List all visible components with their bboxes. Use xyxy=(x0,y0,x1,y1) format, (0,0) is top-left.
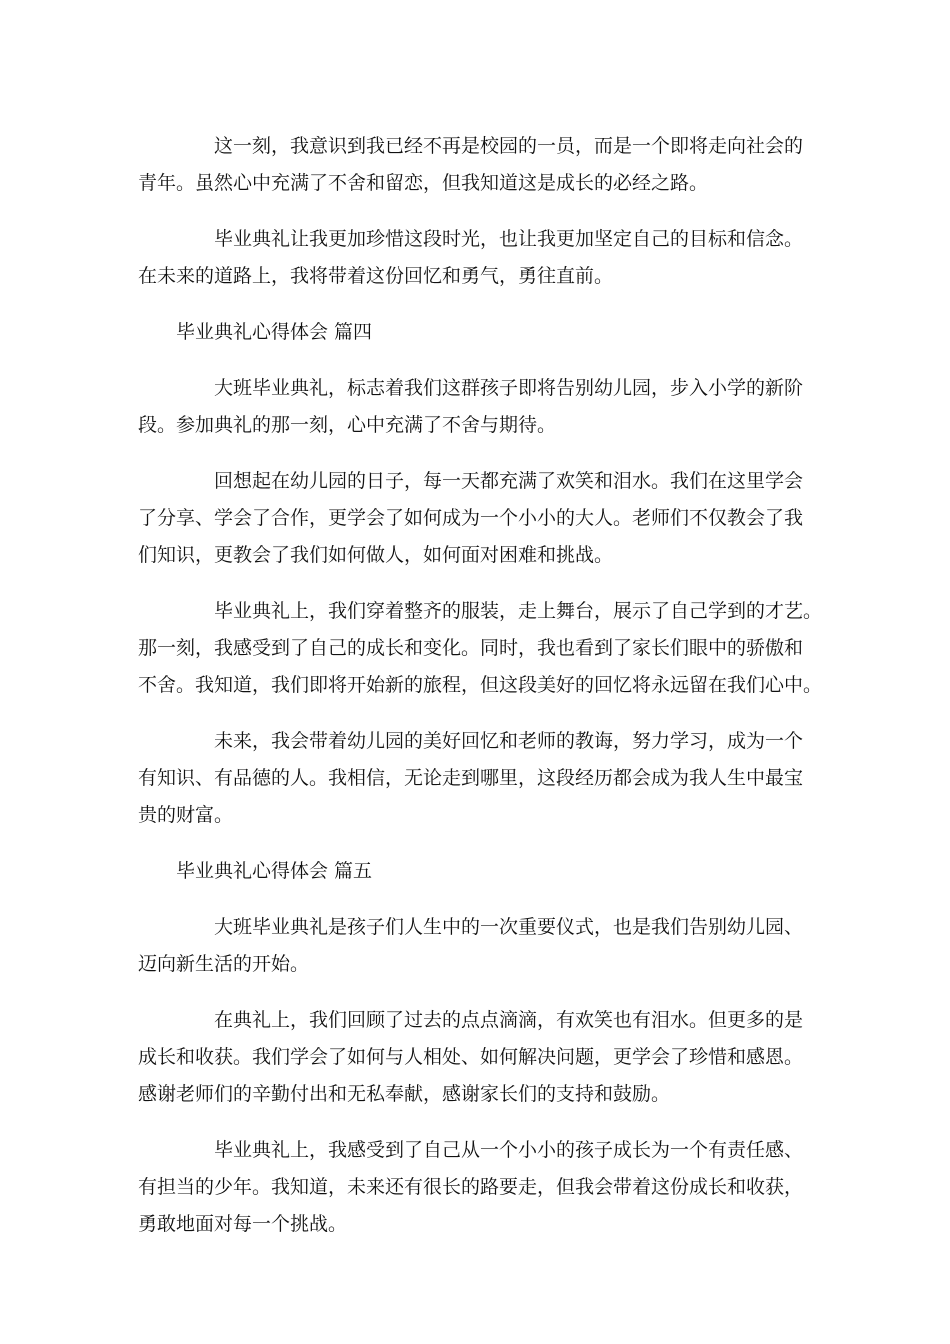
paragraph xyxy=(138,221,814,295)
paragraph xyxy=(138,593,823,704)
text-line: 回想起在幼儿园的日子，每一天都充满了欢笑和泪水。我们在这里学会 xyxy=(214,470,804,492)
text-line: 勇敢地面对每一个挑战。 xyxy=(138,1213,348,1235)
text-line: 大班毕业典礼，标志着我们这群孩子即将告别幼儿园，步入小学的新阶 xyxy=(214,377,804,399)
text-line: 在典礼上，我们回顾了过去的点点滴滴，有欢笑也有泪水。但更多的是 xyxy=(214,1009,804,1031)
text-line: 迈向新生活的开始。 xyxy=(138,953,310,975)
text-line: 成长和收获。我们学会了如何与人相处、如何解决问题，更学会了珍惜和感恩。 xyxy=(138,1046,804,1068)
paragraph xyxy=(138,463,814,574)
text-line: 有担当的少年。我知道，未来还有很长的路要走，但我会带着这份成长和收获， xyxy=(138,1176,804,1198)
paragraph xyxy=(138,1002,814,1113)
text-line: 有知识、有品德的人。我相信，无论走到哪里，这段经历都会成为我人生中最宝 xyxy=(138,767,804,789)
text-line: 们知识，更教会了我们如何做人，如何面对困难和挑战。 xyxy=(138,544,614,566)
document-page xyxy=(138,128,823,1262)
paragraph xyxy=(138,128,814,202)
paragraph xyxy=(138,909,814,983)
text-line: 在未来的道路上，我将带着这份回忆和勇气，勇往直前。 xyxy=(138,265,614,287)
text-line: 大班毕业典礼是孩子们人生中的一次重要仪式，也是我们告别幼儿园、 xyxy=(214,916,804,938)
text-line: 贵的财富。 xyxy=(138,804,234,826)
paragraph xyxy=(138,370,814,444)
text-line: 未来，我会带着幼儿园的美好回忆和老师的教诲，努力学习，成为一个 xyxy=(214,730,804,752)
text-line: 毕业典礼上，我们穿着整齐的服装，走上舞台，展示了自己学到的才艺。 xyxy=(214,600,823,622)
paragraph xyxy=(138,1132,814,1243)
paragraph xyxy=(138,723,814,834)
text-line: 感谢老师们的辛勤付出和无私奉献，感谢家长们的支持和鼓励。 xyxy=(138,1083,671,1105)
text-line: 那一刻，我感受到了自己的成长和变化。同时，我也看到了家长们眼中的骄傲和 xyxy=(138,637,804,659)
text-line: 段。参加典礼的那一刻，心中充满了不舍与期待。 xyxy=(138,414,557,436)
text-line: 青年。虽然心中充满了不舍和留恋，但我知道这是成长的必经之路。 xyxy=(138,172,709,194)
text-line: 不舍。我知道，我们即将开始新的旅程，但这段美好的回忆将永远留在我们心中。 xyxy=(138,674,823,696)
section-heading-4: 毕业典礼心得体会 篇四 xyxy=(176,321,373,343)
text-line: 了分享、学会了合作，更学会了如何成为一个小小的大人。老师们不仅教会了我 xyxy=(138,507,804,529)
text-line: 这一刻，我意识到我已经不再是校园的一员，而是一个即将走向社会的 xyxy=(214,135,804,157)
text-line: 毕业典礼上，我感受到了自己从一个小小的孩子成长为一个有责任感、 xyxy=(214,1139,804,1161)
text-line: 毕业典礼让我更加珍惜这段时光，也让我更加坚定自己的目标和信念。 xyxy=(214,228,804,250)
section-heading-5: 毕业典礼心得体会 篇五 xyxy=(176,860,373,882)
